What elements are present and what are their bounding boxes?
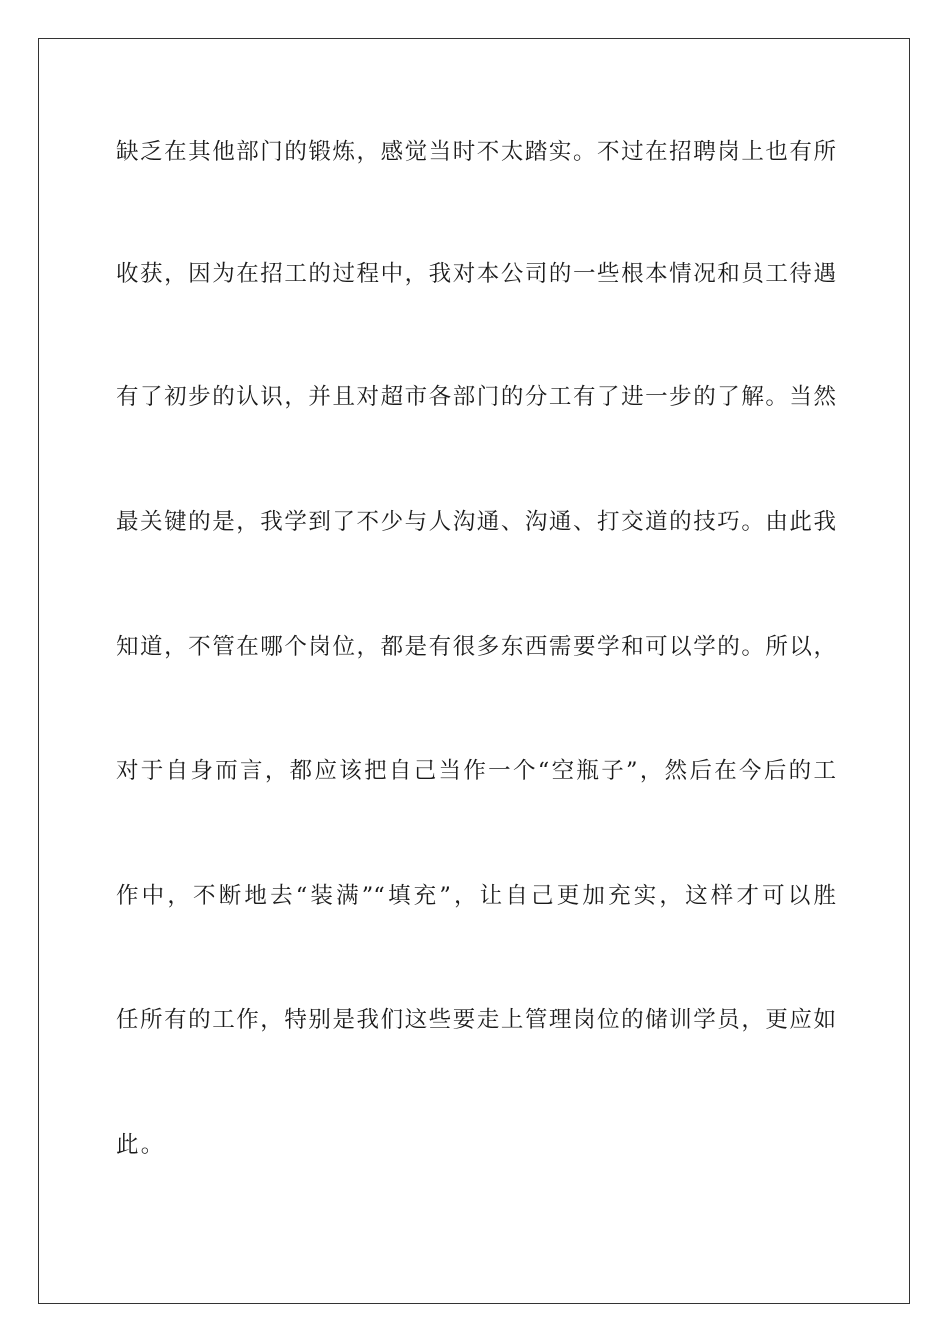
paragraph-line-4: 最关键的是，我学到了不少与人沟通、沟通、打交道的技巧。由此我 [116, 509, 836, 535]
paragraph-line-9: 此。 [116, 1132, 166, 1158]
paragraph-line-3: 有了初步的认识，并且对超市各部门的分工有了进一步的了解。当然 [116, 384, 836, 410]
paragraph-line-7: 作中，不断地去“装满”“填充”，让自己更加充实，这样才可以胜 [116, 883, 836, 909]
page-border [38, 38, 910, 1304]
paragraph-line-1: 缺乏在其他部门的锻炼，感觉当时不太踏实。不过在招聘岗上也有所 [116, 139, 836, 165]
paragraph-line-8: 任所有的工作，特别是我们这些要走上管理岗位的储训学员，更应如 [116, 1007, 836, 1033]
paragraph-line-6: 对于自身而言，都应该把自己当作一个“空瓶子”，然后在今后的工 [116, 758, 836, 784]
paragraph-line-2: 收获，因为在招工的过程中，我对本公司的一些根本情况和员工待遇 [116, 261, 836, 287]
paragraph-line-5: 知道，不管在哪个岗位，都是有很多东西需要学和可以学的。所以， [116, 634, 836, 660]
